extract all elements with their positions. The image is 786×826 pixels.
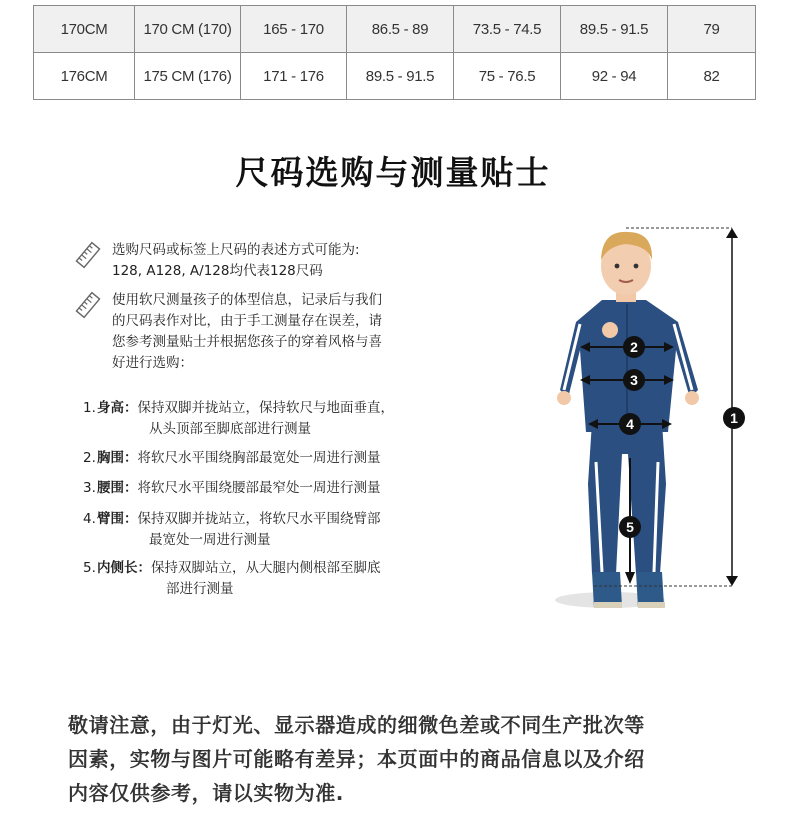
marker-label: 1 — [730, 410, 738, 426]
table-cell: 82 — [668, 53, 756, 100]
note-line: 内容仅供参考，请以实物为准. — [68, 781, 344, 805]
size-table — [33, 5, 756, 100]
marker-5 — [619, 516, 641, 538]
table-cell: 73.5 - 74.5 — [454, 6, 561, 53]
tip-line: 128, A128, A/128均代表128尺码 — [112, 263, 323, 279]
step-text: 保持双脚站立，从大腿内侧根部至脚底 — [151, 560, 381, 576]
step-waist — [83, 478, 381, 499]
marker-label: 3 — [630, 372, 638, 388]
ruler-icon — [75, 290, 101, 320]
step-label: 胸围 — [97, 450, 124, 466]
table-cell: 92 - 94 — [561, 53, 668, 100]
step-number: 5. — [83, 560, 96, 576]
step-number: 2. — [83, 450, 96, 466]
marker-label: 4 — [626, 416, 634, 432]
step-text-cont: 部进行测量 — [166, 581, 234, 597]
tip-line: 使用软尺测量孩子的体型信息，记录后与我们 — [112, 292, 382, 308]
step-label: 身高 — [97, 400, 124, 416]
page-title: 尺码选购与测量贴士 — [235, 153, 551, 192]
step-separator: ： — [124, 400, 138, 416]
table-cell: 176CM — [34, 53, 135, 100]
table-cell: 165 - 170 — [241, 6, 347, 53]
step-chest — [83, 448, 381, 469]
step-separator: ： — [124, 480, 138, 496]
table-cell: 175 CM (176) — [135, 53, 241, 100]
marker-4 — [619, 413, 641, 435]
step-inseam — [83, 558, 381, 600]
marker-2 — [623, 336, 645, 358]
ruler-icon — [75, 240, 101, 270]
tip-item — [75, 240, 435, 284]
step-separator: ： — [124, 450, 138, 466]
step-text: 保持双脚并拢站立，保持软尺与地面垂直， — [137, 400, 394, 416]
child-measurement-illustration — [550, 222, 750, 614]
tip-item — [75, 290, 435, 380]
step-number: 3. — [83, 480, 96, 496]
tip-line: 的尺码表作对比，由于手工测量存在误差，请 — [112, 313, 382, 329]
table-cell: 86.5 - 89 — [347, 6, 454, 53]
step-separator: ： — [137, 560, 151, 576]
note-line: 敬请注意，由于灯光、显示器造成的细微色差或不同生产批次等 — [68, 713, 645, 737]
note-line: 因素，实物与图片可能略有差异；本页面中的商品信息以及介绍 — [68, 747, 645, 771]
table-row — [34, 53, 756, 100]
step-label: 臂围 — [97, 511, 124, 527]
marker-1 — [723, 407, 745, 429]
step-number: 4. — [83, 511, 96, 527]
table-cell: 89.5 - 91.5 — [347, 53, 454, 100]
table-cell: 89.5 - 91.5 — [561, 6, 668, 53]
table-row — [34, 6, 756, 53]
step-text-cont: 最宽处一周进行测量 — [149, 532, 271, 548]
step-text: 将软尺水平围绕胸部最宽处一周进行测量 — [137, 450, 381, 466]
step-hip — [83, 509, 381, 551]
step-separator: ： — [124, 511, 138, 527]
marker-label: 5 — [626, 519, 634, 535]
step-text-cont: 从头顶部至脚底部进行测量 — [149, 421, 311, 437]
table-cell: 170CM — [34, 6, 135, 53]
marker-3 — [623, 369, 645, 391]
tip-line: 您参考测量贴士并根据您孩子的穿着风格与喜 — [112, 334, 382, 350]
step-number: 1. — [83, 400, 96, 416]
tip-line: 好进行选购： — [112, 355, 193, 371]
step-text: 保持双脚并拢站立，将软尺水平围绕臂部 — [137, 511, 381, 527]
step-height — [83, 398, 394, 440]
table-cell: 79 — [668, 6, 756, 53]
step-label: 内侧长 — [97, 560, 138, 576]
disclaimer-note — [68, 708, 728, 810]
tip-line: 选购尺码或标签上尺码的表述方式可能为: — [112, 242, 360, 258]
table-cell: 171 - 176 — [241, 53, 347, 100]
marker-label: 2 — [630, 339, 638, 355]
step-text: 将软尺水平围绕腰部最窄处一周进行测量 — [137, 480, 381, 496]
step-label: 腰围 — [97, 480, 124, 496]
table-cell: 75 - 76.5 — [454, 53, 561, 100]
table-cell: 170 CM (170) — [135, 6, 241, 53]
